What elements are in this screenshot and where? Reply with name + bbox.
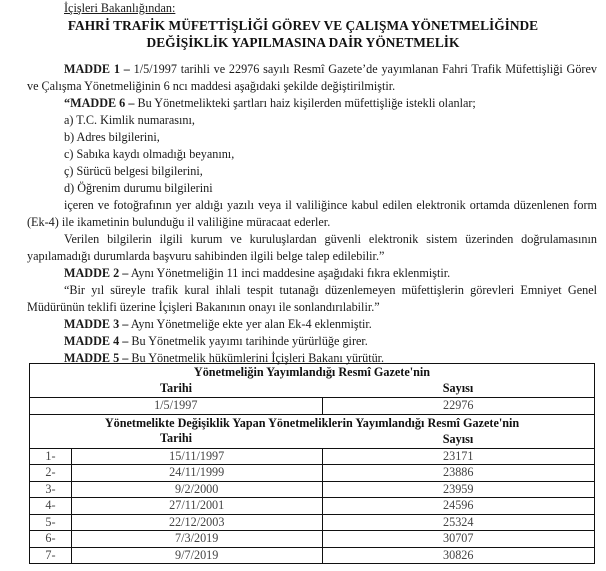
title-line-1: FAHRİ TRAFİK MÜFETTİŞLİĞİ GÖREV VE ÇALIŞMA YÖNETMELİĞİNDE (67, 18, 539, 33)
article-3-label: MADDE 3 – (64, 317, 129, 331)
article-3 (27, 316, 597, 333)
article-2-text: Aynı Yönetmeliğin 11 inci maddesine aşağıdaki fıkra eklenmiştir. (128, 266, 451, 280)
row-number: 23959 (322, 481, 595, 498)
article-2-label: MADDE 2 – (64, 266, 129, 280)
article-6-continuation: içeren ve fotoğrafının yer aldığı yazılı veya il valiliğince kabul edilen elektronik ortamda düzenlenen form (Ek-4) ile ikametinin bulunduğu il valiliğine müracaat ederler. (27, 198, 597, 229)
list-item-a: a) T.C. Kimlik numarasını, (64, 113, 195, 127)
row-date: 9/7/2019 (71, 547, 322, 564)
regulation-body (27, 61, 597, 367)
article-6-label: “MADDE 6 – (64, 96, 135, 110)
row-date: 7/3/2019 (71, 531, 322, 548)
row-number: 25324 (322, 514, 595, 531)
section1-col-date: Tarihi (30, 381, 323, 398)
article-6-verification: Verilen bilgilerin ilgili kurum ve kuruluşlardan güvenli elektronik sistem üzerinden doğrulamasının yapılamadığı durumlarda başvuru sahibinden ilgili belge talep edilebilir.” (27, 232, 597, 263)
row-no: 4- (30, 498, 72, 515)
row-number: 23171 (322, 448, 595, 465)
list-item-c: c) Sabıka kaydı olmadığı beyanını, (64, 147, 235, 161)
article-5-text: Bu Yönetmelik hükümlerini İçişleri Bakanı yürütür. (128, 351, 385, 365)
row-no: 1- (30, 448, 72, 465)
row-no: 6- (30, 531, 72, 548)
row-no: 2- (30, 465, 72, 482)
article-6-text: Bu Yönetmelikteki şartları haiz kişilerden müfettişliğe istekli olanlar; (134, 96, 476, 110)
row-number: 24596 (322, 498, 595, 515)
original-number: 22976 (322, 398, 595, 415)
section2-col-date: Tarihi (30, 431, 323, 448)
row-no: 7- (30, 547, 72, 564)
article-1-text: 1/5/1997 tarihli ve 22976 sayılı Resmî Gazete’de yayımlanan Fahri Trafik Müfettişliği Görev ve Çalışma Yönetmeliğinin 6 ncı maddesi aşağıdaki şekilde değiştirilmiştir. (27, 62, 597, 93)
gazette-table (29, 363, 595, 564)
article-6-quote (27, 95, 597, 112)
list-item-d: d) Öğrenim durumu bilgilerini (64, 181, 213, 195)
table-row (30, 531, 595, 548)
section1-col-number: Sayısı (322, 381, 595, 398)
row-date: 9/2/2000 (71, 481, 322, 498)
article-4 (27, 333, 597, 350)
section2-title: Yönetmelikte Değişiklik Yapan Yönetmeliklerin Yayımlandığı Resmî Gazete'nin (104, 415, 520, 430)
ministry-heading: İçişleri Bakanlığından: (64, 1, 176, 15)
article-2 (27, 265, 597, 282)
regulation-title (0, 17, 606, 51)
article-4-label: MADDE 4 – (64, 334, 129, 348)
row-date: 22/12/2003 (71, 514, 322, 531)
row-date: 24/11/1999 (71, 465, 322, 482)
row-number: 30826 (443, 547, 474, 562)
row-date: 15/11/1997 (71, 448, 322, 465)
article-1 (27, 61, 597, 95)
article-2-quote: “Bir yıl süreyle trafik kural ihlali tespit tutanağı düzenlemeyen müfettişlerin görevleri Emniyet Genel Müdürünün teklifi üzerine İçişleri Bakanının onayı ile sonlandırılabilir.” (27, 283, 597, 314)
row-date: 27/11/2001 (71, 498, 322, 515)
section2-col-number: Sayısı (322, 431, 595, 448)
article-1-label: MADDE 1 – (64, 62, 130, 76)
table-row (30, 498, 595, 515)
article-5-label: MADDE 5 – (64, 351, 129, 365)
article-4-text: Bu Yönetmelik yayımı tarihinde yürürlüğe girer. (128, 334, 368, 348)
row-number: 23886 (322, 465, 595, 482)
section1-title: Yönetmeliğin Yayımlandığı Resmî Gazete'nin (193, 365, 431, 379)
table-row (30, 448, 595, 465)
table-row (30, 547, 595, 564)
row-no: 3- (30, 481, 72, 498)
table-row (30, 465, 595, 482)
title-line-2: DEĞİŞİKLİK YAPILMASINA DAİR YÖNETMELİK (146, 35, 460, 50)
list-item-cc: ç) Sürücü belgesi bilgilerini, (64, 164, 203, 178)
row-no: 5- (30, 514, 72, 531)
table-row (30, 481, 595, 498)
original-date: 1/5/1997 (30, 398, 323, 415)
list-item-b: b) Adres bilgilerini, (64, 130, 160, 144)
article-3-text: Aynı Yönetmeliğe ekte yer alan Ek-4 eklenmiştir. (128, 317, 372, 331)
table-row (30, 514, 595, 531)
row-number: 30707 (322, 531, 595, 548)
